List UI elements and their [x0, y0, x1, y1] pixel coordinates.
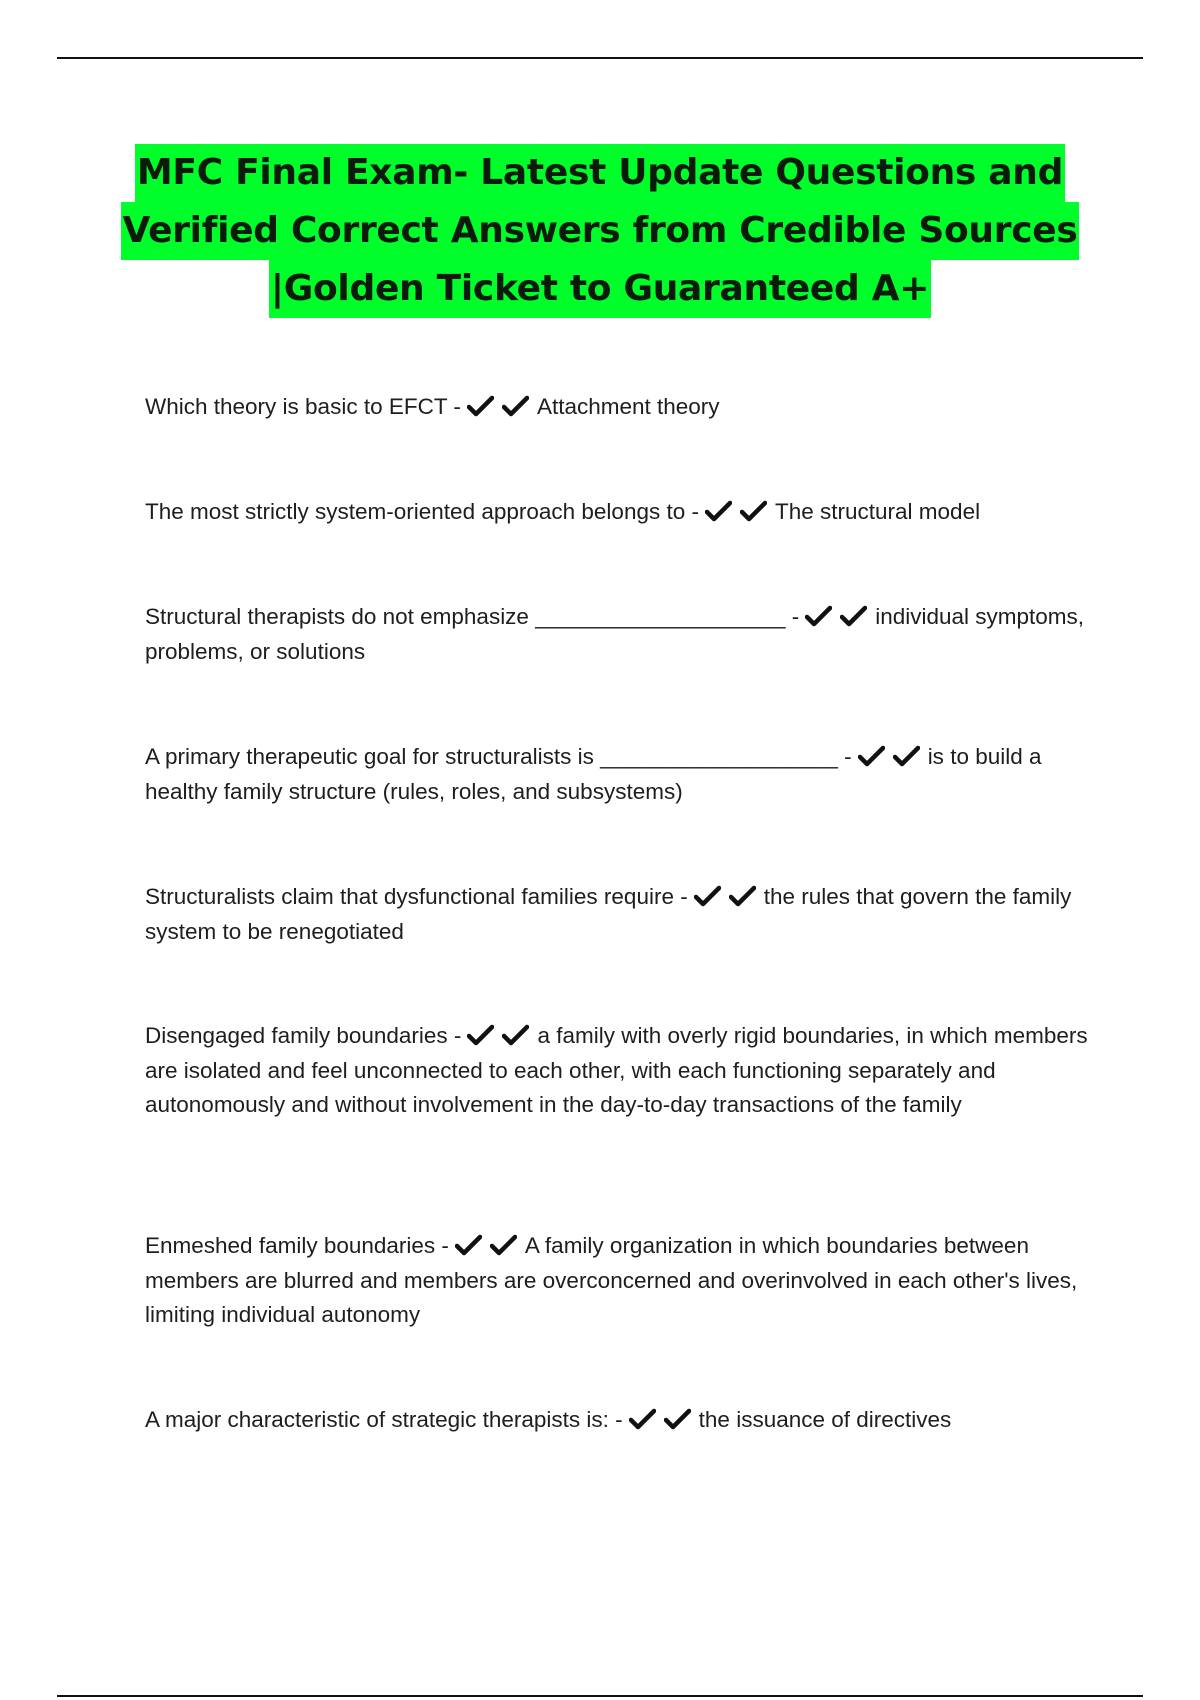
question-text: Which theory is basic to EFCT -: [145, 394, 461, 419]
answer-text: a family with overly rigid boundaries, in which members are isolated and feel unconnected to each other, with each functioning separately and autonomously and without involvement in the day-to-day transactions of the family: [145, 1023, 1088, 1117]
qa-item: [145, 740, 1095, 809]
title-line-2: Verified Correct Answers from Credible Sources: [121, 202, 1080, 260]
check-mark-icon: [840, 605, 867, 627]
check-mark-icon: [467, 395, 494, 417]
check-mark-icon: [740, 500, 767, 522]
check-mark-icon: [893, 745, 920, 767]
qa-item: [145, 390, 1095, 425]
check-marks: [858, 740, 928, 775]
qa-item: [145, 1229, 1095, 1333]
check-mark-icon: [502, 1024, 529, 1046]
qa-item: [145, 495, 1095, 530]
check-marks: [455, 1229, 525, 1264]
check-mark-icon: [729, 885, 756, 907]
question-text: Structural therapists do not emphasize ____________________ -: [145, 604, 800, 629]
check-marks: [805, 600, 875, 635]
answer-text: A family organization in which boundaries between members are blurred and members are overconcerned and overinvolved in each other's lives, limiting individual autonomy: [145, 1233, 1078, 1327]
check-mark-icon: [455, 1234, 482, 1256]
check-mark-icon: [694, 885, 721, 907]
check-mark-icon: [490, 1234, 517, 1256]
qa-item: [145, 880, 1095, 949]
question-text: Enmeshed family boundaries -: [145, 1233, 449, 1258]
title-line-3: |Golden Ticket to Guaranteed A+: [269, 260, 931, 318]
check-mark-icon: [664, 1408, 691, 1430]
top-rule: [57, 57, 1143, 59]
check-mark-icon: [629, 1408, 656, 1430]
check-marks: [467, 390, 537, 425]
answer-text: Attachment theory: [536, 394, 720, 419]
answer-text: is to build a healthy family structure (rules, roles, and subsystems): [145, 744, 1042, 804]
check-mark-icon: [502, 395, 529, 417]
qa-item: [145, 1403, 1095, 1438]
qa-item: [145, 600, 1095, 669]
question-text: Disengaged family boundaries -: [145, 1023, 462, 1048]
question-text: Structuralists claim that dysfunctional families require -: [145, 884, 688, 909]
title-line-1: MFC Final Exam- Latest Update Questions and: [135, 144, 1065, 202]
answer-text: individual symptoms, problems, or solutions: [145, 604, 1085, 664]
answer-text: The structural model: [775, 499, 981, 524]
check-mark-icon: [805, 605, 832, 627]
check-marks: [694, 880, 764, 915]
answer-text: the rules that govern the family system to be renegotiated: [145, 884, 1072, 944]
answer-text: the issuance of directives: [698, 1407, 952, 1432]
qa-item: [145, 1019, 1095, 1123]
document-title: [60, 144, 1140, 318]
check-mark-icon: [705, 500, 732, 522]
check-mark-icon: [858, 745, 885, 767]
check-marks: [705, 495, 775, 530]
bottom-rule: [57, 1695, 1143, 1697]
check-marks: [629, 1403, 699, 1438]
question-text: A primary therapeutic goal for structuralists is ___________________ -: [145, 744, 852, 769]
question-text: A major characteristic of strategic therapists is: -: [145, 1407, 623, 1432]
check-mark-icon: [467, 1024, 494, 1046]
check-marks: [467, 1019, 537, 1054]
question-text: The most strictly system-oriented approach belongs to -: [145, 499, 699, 524]
